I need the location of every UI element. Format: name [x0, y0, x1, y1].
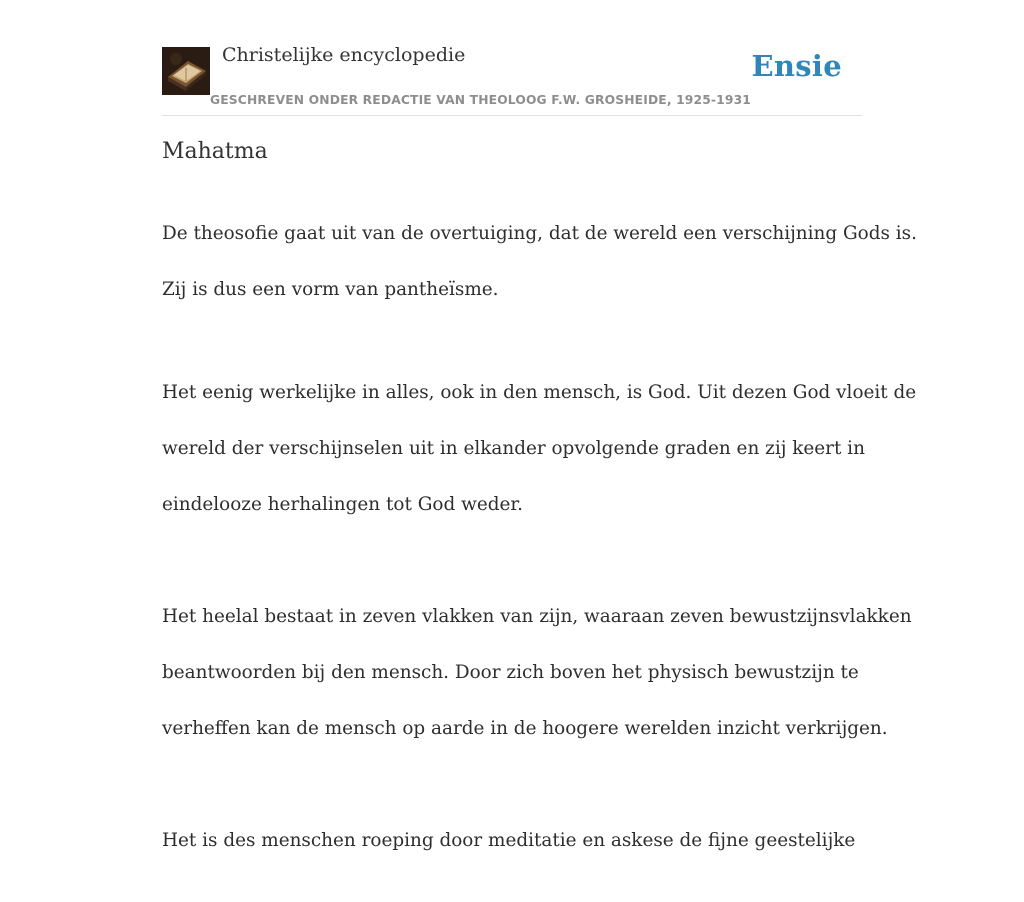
text-line: beantwoorden bij den mensch. Door zich boven het physisch bewustzijn te [162, 662, 859, 683]
article-title: Mahatma [162, 139, 268, 164]
text-line: De theosofie gaat uit van de overtuiging, dat de wereld een verschijning Gods is. [162, 223, 917, 244]
ensie-logo-link[interactable]: Ensie [751, 49, 842, 83]
text-line: wereld der verschijnselen uit in elkander opvolgende graden en zij keert in [162, 438, 865, 459]
blank-line [162, 547, 862, 575]
encyclopedia-avatar[interactable] [162, 47, 210, 95]
paragraph [162, 351, 917, 883]
blank-line [162, 771, 862, 799]
text-line: Het eenig werkelijke in alles, ook in den mensch, is God. Uit dezen God vloeit de [162, 382, 917, 403]
book-image-icon [162, 47, 210, 95]
text-line: verheffen kan de mensch op aarde in de hoogere werelden inzicht verkrijgen. [162, 718, 888, 739]
text-line: Zij is dus een vorm van pantheïsme. [162, 279, 499, 300]
site-title[interactable]: Christelijke encyclopedie [222, 44, 466, 66]
site-subtitle: GESCHREVEN ONDER REDACTIE VAN THEOLOOG F.W. GROSHEIDE, 1925-1931 [210, 93, 752, 107]
site-header [162, 0, 862, 116]
paragraph [162, 192, 917, 332]
content-container [162, 0, 917, 851]
article-body [162, 192, 917, 902]
text-line: Het is des menschen roeping door meditatie en askese de fijne geestelijke [162, 830, 856, 851]
text-line: eindelooze herhalingen tot God weder. [162, 494, 523, 515]
text-line: Het heelal bestaat in zeven vlakken van zijn, waaraan zeven bewustzijnsvlakken [162, 606, 912, 627]
